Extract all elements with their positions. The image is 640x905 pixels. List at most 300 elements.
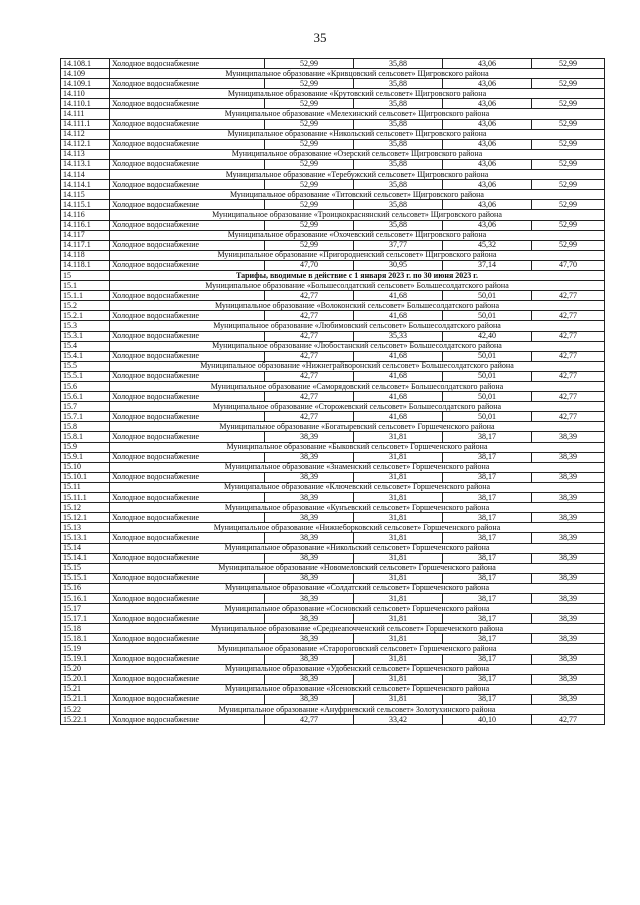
tariff-value-1: 42,77 bbox=[265, 412, 354, 422]
tariff-value-1: 52,99 bbox=[265, 159, 354, 169]
tariff-value-2: 31,81 bbox=[354, 493, 443, 503]
tariff-row bbox=[61, 614, 605, 624]
tariff-row bbox=[61, 311, 605, 321]
tariff-value-4: 38,39 bbox=[532, 553, 605, 563]
row-code: 14.113.1 bbox=[61, 159, 110, 169]
tariff-value-2: 35,88 bbox=[354, 139, 443, 149]
tariff-value-4: 52,99 bbox=[532, 159, 605, 169]
tariff-value-3: 38,17 bbox=[443, 493, 532, 503]
tariff-value-3: 43,06 bbox=[443, 79, 532, 89]
tariff-value-2: 31,81 bbox=[354, 654, 443, 664]
municipality-title: Муниципальное образование «Ключевский сельсовет» Горшеченского района bbox=[110, 482, 605, 492]
municipality-title: Муниципальное образование «Охочевский сельсовет» Щигровского района bbox=[110, 230, 605, 240]
tariff-value-4: 38,39 bbox=[532, 593, 605, 603]
municipality-title: Муниципальное образование «Теребужский сельсовет» Щигровского района bbox=[110, 170, 605, 180]
tariff-value-3: 38,17 bbox=[443, 432, 532, 442]
municipality-title: Муниципальное образование «Сосновский сельсовет» Горшеченского района bbox=[110, 604, 605, 614]
row-code: 14.118.1 bbox=[61, 260, 110, 270]
service-label: Холодное водоснабжение bbox=[110, 119, 265, 129]
tariff-value-2: 31,81 bbox=[354, 472, 443, 482]
municipality-title: Муниципальное образование «Волоконский сельсовет» Большесолдатского района bbox=[110, 301, 605, 311]
row-code: 15.22.1 bbox=[61, 715, 110, 725]
tariff-value-1: 38,39 bbox=[265, 573, 354, 583]
tariff-value-1: 42,77 bbox=[265, 392, 354, 402]
tariff-row bbox=[61, 59, 605, 69]
tariff-value-4: 38,39 bbox=[532, 513, 605, 523]
municipality-title: Муниципальное образование «Мелехинский сельсовет» Щигровского района bbox=[110, 109, 605, 119]
row-code: 14.115 bbox=[61, 190, 110, 200]
tariff-value-1: 38,39 bbox=[265, 472, 354, 482]
tariff-value-1: 38,39 bbox=[265, 513, 354, 523]
page-number: 35 bbox=[313, 30, 327, 45]
tariff-value-4: 38,39 bbox=[532, 694, 605, 704]
tariff-value-4: 42,77 bbox=[532, 351, 605, 361]
municipality-row bbox=[61, 563, 605, 573]
tariff-value-3: 38,17 bbox=[443, 634, 532, 644]
tariff-value-3: 43,06 bbox=[443, 99, 532, 109]
row-code: 15.18.1 bbox=[61, 634, 110, 644]
municipality-row bbox=[61, 462, 605, 472]
tariff-value-1: 52,99 bbox=[265, 200, 354, 210]
row-code: 15.12 bbox=[61, 503, 110, 513]
municipality-title: Муниципальное образование «Никольский сельсовет» Щигровского района bbox=[110, 129, 605, 139]
tariff-row bbox=[61, 180, 605, 190]
row-code: 14.112 bbox=[61, 129, 110, 139]
row-code: 14.116.1 bbox=[61, 220, 110, 230]
row-code: 15.9 bbox=[61, 442, 110, 452]
service-label: Холодное водоснабжение bbox=[110, 553, 265, 563]
section-heading-row bbox=[61, 270, 605, 280]
tariff-value-2: 31,81 bbox=[354, 573, 443, 583]
tariff-value-2: 31,81 bbox=[354, 614, 443, 624]
tariff-value-4: 42,77 bbox=[532, 392, 605, 402]
tariff-value-1: 52,99 bbox=[265, 240, 354, 250]
row-code: 14.114.1 bbox=[61, 180, 110, 190]
row-code: 15.5 bbox=[61, 361, 110, 371]
tariff-value-4: 38,39 bbox=[532, 452, 605, 462]
tariff-value-2: 35,88 bbox=[354, 119, 443, 129]
municipality-row bbox=[61, 604, 605, 614]
municipality-title: Муниципальное образование «Ануфриевский сельсовет» Золотухинского района bbox=[110, 705, 605, 715]
municipality-title: Муниципальное образование «Озерский сельсовет» Щигровского района bbox=[110, 149, 605, 159]
tariff-value-3: 50,01 bbox=[443, 392, 532, 402]
municipality-row bbox=[61, 382, 605, 392]
tariff-row bbox=[61, 472, 605, 482]
tariff-row bbox=[61, 715, 605, 725]
municipality-title: Муниципальное образование «Солдатский сельсовет» Горшеченского района bbox=[110, 583, 605, 593]
municipality-row bbox=[61, 422, 605, 432]
municipality-title: Муниципальное образование «Пригородненский сельсовет» Щигровского района bbox=[110, 250, 605, 260]
municipality-row bbox=[61, 129, 605, 139]
tariff-row bbox=[61, 513, 605, 523]
municipality-title: Муниципальное образование «Знаменский сельсовет» Горшеченского района bbox=[110, 462, 605, 472]
tariff-value-2: 33,42 bbox=[354, 715, 443, 725]
tariff-row bbox=[61, 119, 605, 129]
tariff-value-2: 31,81 bbox=[354, 593, 443, 603]
service-label: Холодное водоснабжение bbox=[110, 351, 265, 361]
tariff-value-4: 38,39 bbox=[532, 654, 605, 664]
tariff-row bbox=[61, 159, 605, 169]
tariff-value-2: 31,81 bbox=[354, 513, 443, 523]
tariff-value-1: 52,99 bbox=[265, 79, 354, 89]
tariff-value-3: 43,06 bbox=[443, 220, 532, 230]
tariff-table bbox=[60, 58, 605, 725]
tariff-row bbox=[61, 553, 605, 563]
row-code: 14.111 bbox=[61, 109, 110, 119]
tariff-value-4: 52,99 bbox=[532, 119, 605, 129]
tariff-row bbox=[61, 291, 605, 301]
tariff-value-2: 31,81 bbox=[354, 533, 443, 543]
tariff-row bbox=[61, 634, 605, 644]
service-label: Холодное водоснабжение bbox=[110, 593, 265, 603]
service-label: Холодное водоснабжение bbox=[110, 614, 265, 624]
tariff-value-4: 52,99 bbox=[532, 139, 605, 149]
tariff-row bbox=[61, 220, 605, 230]
municipality-row bbox=[61, 361, 605, 371]
row-code: 15.20.1 bbox=[61, 674, 110, 684]
tariff-value-1: 38,39 bbox=[265, 634, 354, 644]
tariff-value-3: 43,06 bbox=[443, 139, 532, 149]
row-code: 14.117 bbox=[61, 230, 110, 240]
service-label: Холодное водоснабжение bbox=[110, 79, 265, 89]
tariff-row bbox=[61, 694, 605, 704]
service-label: Холодное водоснабжение bbox=[110, 200, 265, 210]
municipality-row bbox=[61, 321, 605, 331]
row-code: 15.6 bbox=[61, 382, 110, 392]
tariff-row bbox=[61, 371, 605, 381]
row-code: 14.113 bbox=[61, 149, 110, 159]
tariff-value-3: 38,17 bbox=[443, 553, 532, 563]
service-label: Холодное водоснабжение bbox=[110, 493, 265, 503]
municipality-row bbox=[61, 482, 605, 492]
tariff-row bbox=[61, 674, 605, 684]
tariff-value-1: 47,70 bbox=[265, 260, 354, 270]
row-code: 15.5.1 bbox=[61, 371, 110, 381]
row-code: 15.21 bbox=[61, 684, 110, 694]
row-code: 15.9.1 bbox=[61, 452, 110, 462]
tariff-value-4: 38,39 bbox=[532, 493, 605, 503]
tariff-value-4: 38,39 bbox=[532, 573, 605, 583]
row-code: 15.13.1 bbox=[61, 533, 110, 543]
municipality-row bbox=[61, 664, 605, 674]
municipality-title: Муниципальное образование «Большесолдатский сельсовет» Большесолдатского района bbox=[110, 281, 605, 291]
row-code: 15.1.1 bbox=[61, 291, 110, 301]
row-code: 15.14 bbox=[61, 543, 110, 553]
tariff-row bbox=[61, 139, 605, 149]
tariff-row bbox=[61, 452, 605, 462]
tariff-value-3: 37,14 bbox=[443, 260, 532, 270]
tariff-value-3: 50,01 bbox=[443, 412, 532, 422]
tariff-value-2: 35,88 bbox=[354, 59, 443, 69]
tariff-value-3: 38,17 bbox=[443, 654, 532, 664]
tariff-row bbox=[61, 200, 605, 210]
tariff-value-1: 38,39 bbox=[265, 614, 354, 624]
tariff-value-4: 38,39 bbox=[532, 432, 605, 442]
row-code: 15.4.1 bbox=[61, 351, 110, 361]
row-code: 14.110.1 bbox=[61, 99, 110, 109]
tariff-row bbox=[61, 412, 605, 422]
tariff-value-3: 50,01 bbox=[443, 311, 532, 321]
tariff-value-2: 35,88 bbox=[354, 200, 443, 210]
municipality-title: Муниципальное образование «Сторожевский сельсовет» Большесолдатского района bbox=[110, 402, 605, 412]
tariff-value-3: 50,01 bbox=[443, 371, 532, 381]
row-code: 14.115.1 bbox=[61, 200, 110, 210]
row-code: 14.117.1 bbox=[61, 240, 110, 250]
tariff-value-3: 38,17 bbox=[443, 513, 532, 523]
tariff-value-3: 38,17 bbox=[443, 674, 532, 684]
municipality-title: Муниципальное образование «Любостанский сельсовет» Большесолдатского района bbox=[110, 341, 605, 351]
tariff-value-2: 31,81 bbox=[354, 694, 443, 704]
tariff-value-3: 38,17 bbox=[443, 694, 532, 704]
municipality-row bbox=[61, 684, 605, 694]
service-label: Холодное водоснабжение bbox=[110, 452, 265, 462]
tariff-value-2: 35,33 bbox=[354, 331, 443, 341]
tariff-value-2: 31,81 bbox=[354, 553, 443, 563]
service-label: Холодное водоснабжение bbox=[110, 371, 265, 381]
municipality-row bbox=[61, 442, 605, 452]
municipality-row bbox=[61, 149, 605, 159]
municipality-row bbox=[61, 170, 605, 180]
tariff-value-3: 38,17 bbox=[443, 533, 532, 543]
tariff-row bbox=[61, 533, 605, 543]
tariff-value-1: 38,39 bbox=[265, 533, 354, 543]
tariff-row bbox=[61, 593, 605, 603]
tariff-value-1: 38,39 bbox=[265, 694, 354, 704]
tariff-value-3: 43,06 bbox=[443, 59, 532, 69]
municipality-title: Муниципальное образование «Крутовский сельсовет» Щигровского района bbox=[110, 89, 605, 99]
row-code: 15.2 bbox=[61, 301, 110, 311]
municipality-row bbox=[61, 644, 605, 654]
service-label: Холодное водоснабжение bbox=[110, 291, 265, 301]
municipality-title: Муниципальное образование «Троицкокраснянский сельсовет» Щигровского района bbox=[110, 210, 605, 220]
tariff-value-1: 42,77 bbox=[265, 351, 354, 361]
row-code: 14.112.1 bbox=[61, 139, 110, 149]
tariff-value-4: 42,77 bbox=[532, 331, 605, 341]
row-code: 15.7.1 bbox=[61, 412, 110, 422]
tariff-row bbox=[61, 260, 605, 270]
tariff-value-4: 38,39 bbox=[532, 533, 605, 543]
tariff-value-4: 42,77 bbox=[532, 371, 605, 381]
service-label: Холодное водоснабжение bbox=[110, 432, 265, 442]
tariff-value-4: 42,77 bbox=[532, 412, 605, 422]
section-heading: Тарифы, вводимые в действие с 1 января 2023 г. по 30 июня 2023 г. bbox=[110, 270, 605, 280]
service-label: Холодное водоснабжение bbox=[110, 99, 265, 109]
row-code: 15.2.1 bbox=[61, 311, 110, 321]
municipality-title: Муниципальное образование «Новомеловский сельсовет» Горшеченского района bbox=[110, 563, 605, 573]
tariff-value-4: 52,99 bbox=[532, 200, 605, 210]
row-code: 15.16 bbox=[61, 583, 110, 593]
municipality-row bbox=[61, 301, 605, 311]
tariff-value-3: 43,06 bbox=[443, 119, 532, 129]
tariff-value-3: 38,17 bbox=[443, 593, 532, 603]
municipality-row bbox=[61, 281, 605, 291]
tariff-value-2: 31,81 bbox=[354, 634, 443, 644]
tariff-value-4: 52,99 bbox=[532, 59, 605, 69]
row-code: 15.13 bbox=[61, 523, 110, 533]
row-code: 15.17 bbox=[61, 604, 110, 614]
row-code: 15.15.1 bbox=[61, 573, 110, 583]
tariff-row bbox=[61, 654, 605, 664]
row-code: 14.110 bbox=[61, 89, 110, 99]
row-code: 15.18 bbox=[61, 624, 110, 634]
municipality-title: Муниципальное образование «Быковский сельсовет» Горшеченского района bbox=[110, 442, 605, 452]
tariff-value-4: 52,99 bbox=[532, 99, 605, 109]
municipality-row bbox=[61, 624, 605, 634]
tariff-value-4: 52,99 bbox=[532, 180, 605, 190]
row-code: 15.12.1 bbox=[61, 513, 110, 523]
tariff-value-4: 42,77 bbox=[532, 291, 605, 301]
municipality-row bbox=[61, 109, 605, 119]
tariff-row bbox=[61, 432, 605, 442]
row-code: 15.20 bbox=[61, 664, 110, 674]
municipality-title: Муниципальное образование «Любимовский сельсовет» Большесолдатского района bbox=[110, 321, 605, 331]
tariff-value-1: 52,99 bbox=[265, 99, 354, 109]
tariff-value-4: 38,39 bbox=[532, 634, 605, 644]
tariff-row bbox=[61, 99, 605, 109]
tariff-value-1: 38,39 bbox=[265, 493, 354, 503]
tariff-value-2: 41,68 bbox=[354, 412, 443, 422]
tariff-row bbox=[61, 351, 605, 361]
service-label: Холодное водоснабжение bbox=[110, 331, 265, 341]
municipality-title: Муниципальное образование «Ясеновский сельсовет» Горшеченского района bbox=[110, 684, 605, 694]
tariff-value-1: 52,99 bbox=[265, 180, 354, 190]
row-code: 14.114 bbox=[61, 170, 110, 180]
row-code: 15.8.1 bbox=[61, 432, 110, 442]
tariff-value-2: 35,88 bbox=[354, 99, 443, 109]
municipality-title: Муниципальное образование «Нижнеборковский сельсовет» Горшеченского района bbox=[110, 523, 605, 533]
tariff-value-1: 38,39 bbox=[265, 553, 354, 563]
tariff-value-2: 37,77 bbox=[354, 240, 443, 250]
tariff-value-2: 35,88 bbox=[354, 159, 443, 169]
tariff-value-2: 41,68 bbox=[354, 371, 443, 381]
tariff-value-2: 31,81 bbox=[354, 674, 443, 684]
tariff-value-1: 38,39 bbox=[265, 654, 354, 664]
tariff-value-1: 38,39 bbox=[265, 593, 354, 603]
tariff-value-1: 42,77 bbox=[265, 715, 354, 725]
service-label: Холодное водоснабжение bbox=[110, 715, 265, 725]
municipality-title: Муниципальное образование «Нижнеграйворонский сельсовет» Большесолдатского района bbox=[110, 361, 605, 371]
tariff-value-2: 30,95 bbox=[354, 260, 443, 270]
tariff-value-3: 38,17 bbox=[443, 452, 532, 462]
tariff-value-1: 52,99 bbox=[265, 139, 354, 149]
tariff-value-3: 38,17 bbox=[443, 573, 532, 583]
row-code: 15.3.1 bbox=[61, 331, 110, 341]
municipality-row bbox=[61, 543, 605, 553]
tariff-value-1: 52,99 bbox=[265, 119, 354, 129]
row-code: 15.19 bbox=[61, 644, 110, 654]
row-code: 15.11.1 bbox=[61, 493, 110, 503]
tariff-value-1: 42,77 bbox=[265, 311, 354, 321]
municipality-row bbox=[61, 503, 605, 513]
service-label: Холодное водоснабжение bbox=[110, 260, 265, 270]
municipality-title: Муниципальное образование «Удобенский сельсовет» Горшеченского района bbox=[110, 664, 605, 674]
row-code: 15.19.1 bbox=[61, 654, 110, 664]
row-code: 15.6.1 bbox=[61, 392, 110, 402]
municipality-title: Муниципальное образование «Кривцовский сельсовет» Щигровского района bbox=[110, 69, 605, 79]
row-code: 15.8 bbox=[61, 422, 110, 432]
service-label: Холодное водоснабжение bbox=[110, 573, 265, 583]
service-label: Холодное водоснабжение bbox=[110, 139, 265, 149]
row-code: 15.4 bbox=[61, 341, 110, 351]
row-code: 15.10.1 bbox=[61, 472, 110, 482]
tariff-value-1: 38,39 bbox=[265, 452, 354, 462]
municipality-row bbox=[61, 402, 605, 412]
service-label: Холодное водоснабжение bbox=[110, 180, 265, 190]
tariff-value-2: 31,81 bbox=[354, 432, 443, 442]
row-code: 14.118 bbox=[61, 250, 110, 260]
row-code: 15.10 bbox=[61, 462, 110, 472]
municipality-row bbox=[61, 69, 605, 79]
row-code: 15.14.1 bbox=[61, 553, 110, 563]
service-label: Холодное водоснабжение bbox=[110, 240, 265, 250]
tariff-value-4: 47,70 bbox=[532, 260, 605, 270]
row-code: 14.108.1 bbox=[61, 59, 110, 69]
service-label: Холодное водоснабжение bbox=[110, 392, 265, 402]
tariff-value-3: 50,01 bbox=[443, 351, 532, 361]
tariff-value-2: 41,68 bbox=[354, 392, 443, 402]
municipality-row bbox=[61, 210, 605, 220]
tariff-row bbox=[61, 331, 605, 341]
tariff-value-1: 52,99 bbox=[265, 220, 354, 230]
service-label: Холодное водоснабжение bbox=[110, 311, 265, 321]
municipality-row bbox=[61, 190, 605, 200]
municipality-row bbox=[61, 341, 605, 351]
tariff-value-4: 38,39 bbox=[532, 472, 605, 482]
row-code: 15.15 bbox=[61, 563, 110, 573]
tariff-value-3: 50,01 bbox=[443, 291, 532, 301]
tariff-value-2: 41,68 bbox=[354, 311, 443, 321]
municipality-title: Муниципальное образование «Кунъевский сельсовет» Горшеченского района bbox=[110, 503, 605, 513]
row-code: 15.7 bbox=[61, 402, 110, 412]
service-label: Холодное водоснабжение bbox=[110, 159, 265, 169]
row-code: 15.21.1 bbox=[61, 694, 110, 704]
tariff-value-1: 42,77 bbox=[265, 371, 354, 381]
tariff-value-4: 42,77 bbox=[532, 311, 605, 321]
row-code: 15.17.1 bbox=[61, 614, 110, 624]
municipality-row bbox=[61, 250, 605, 260]
service-label: Холодное водоснабжение bbox=[110, 220, 265, 230]
tariff-value-1: 38,39 bbox=[265, 432, 354, 442]
tariff-value-1: 38,39 bbox=[265, 674, 354, 684]
row-code: 14.109.1 bbox=[61, 79, 110, 89]
tariff-value-2: 41,68 bbox=[354, 351, 443, 361]
tariff-value-1: 42,77 bbox=[265, 291, 354, 301]
municipality-title: Муниципальное образование «Саморядовский сельсовет» Большесолдатского района bbox=[110, 382, 605, 392]
tariff-value-4: 52,99 bbox=[532, 220, 605, 230]
row-code: 15.3 bbox=[61, 321, 110, 331]
service-label: Холодное водоснабжение bbox=[110, 513, 265, 523]
tariff-value-3: 40,10 bbox=[443, 715, 532, 725]
tariff-value-2: 41,68 bbox=[354, 291, 443, 301]
row-code: 14.116 bbox=[61, 210, 110, 220]
municipality-row bbox=[61, 89, 605, 99]
tariff-value-2: 35,88 bbox=[354, 220, 443, 230]
tariff-row bbox=[61, 392, 605, 402]
row-code: 15.11 bbox=[61, 482, 110, 492]
service-label: Холодное водоснабжение bbox=[110, 654, 265, 664]
municipality-title: Муниципальное образование «Никольский сельсовет» Горшеченского района bbox=[110, 543, 605, 553]
tariff-value-3: 43,06 bbox=[443, 180, 532, 190]
service-label: Холодное водоснабжение bbox=[110, 412, 265, 422]
municipality-row bbox=[61, 583, 605, 593]
municipality-row bbox=[61, 705, 605, 715]
tariff-value-2: 35,88 bbox=[354, 79, 443, 89]
service-label: Холодное водоснабжение bbox=[110, 533, 265, 543]
tariff-row bbox=[61, 493, 605, 503]
tariff-value-4: 38,39 bbox=[532, 674, 605, 684]
tariff-row bbox=[61, 573, 605, 583]
row-code: 15.1 bbox=[61, 281, 110, 291]
